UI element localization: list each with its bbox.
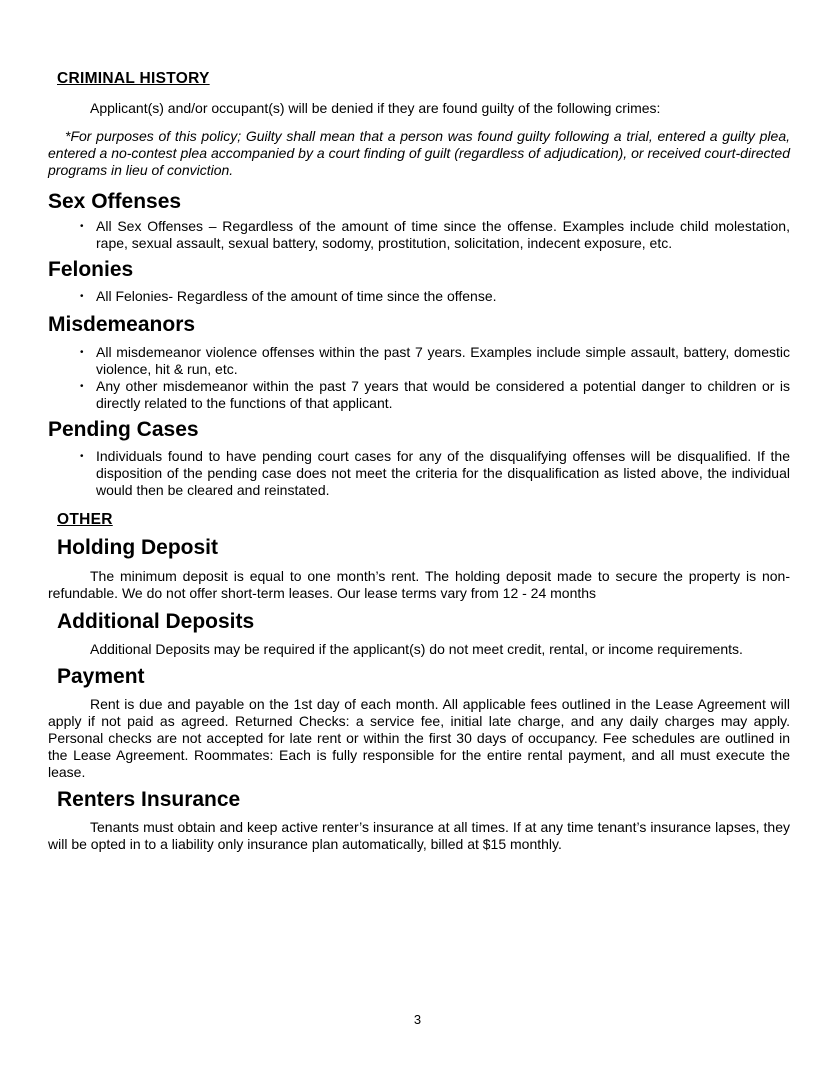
bullet-item: • Individuals found to have pending court cases for any of the disqualifying offenses will be disqualified. If the disposition of the pending case does not meet the criteria for the disqualification as listed above, the individual would then be cleared and reinstated.	[96, 448, 790, 499]
holding-deposit-paragraph: The minimum deposit is equal to one month’s rent. The holding deposit made to secure the property is non- refundable. We do not offer short-term leases. Our lease terms vary from 12 - 24 months	[48, 568, 790, 601]
sex-offenses-list	[48, 218, 790, 252]
sub-heading-additional-deposits: Additional Deposits	[57, 610, 255, 633]
criminal-history-intro: Applicant(s) and/or occupant(s) will be denied if they are found guilty of the following crimes:	[90, 100, 661, 116]
additional-deposits-paragraph: Additional Deposits may be required if the applicant(s) do not meet credit, rental, or income requirements.	[90, 641, 743, 657]
section-heading-sex-offenses: Sex Offenses	[48, 190, 182, 213]
bullet-item: • All Felonies- Regardless of the amount of time since the offense.	[96, 288, 790, 305]
section-heading-misdemeanors: Misdemeanors	[48, 313, 196, 336]
sub-heading-renters-insurance: Renters Insurance	[57, 788, 241, 811]
payment-paragraph: Rent is due and payable on the 1st day of each month. All applicable fees outlined in the Lease Agreement will apply if not paid as agreed. Returned Checks: a service fee, initial late charge, and any daily charges may apply. Personal checks are not accepted for late rent or within the first 30 days of occupancy. Fee schedules are outlined in the Lease Agreement. Roommates: Each is fully responsible for the entire rental payment, and all must execute the lease.	[48, 696, 790, 780]
policy-definition-note: *For purposes of this policy; Guilty shall mean that a person was found guilty following a trial, entered a guilty plea, entered a no-contest plea accompanied by a court finding of guilt (regardless of adjudication), or received court-directed programs in lieu of conviction.	[48, 128, 790, 178]
felonies-list	[48, 288, 790, 305]
sub-heading-payment: Payment	[57, 665, 145, 688]
pending-cases-list	[48, 448, 790, 499]
sub-heading-holding-deposit: Holding Deposit	[57, 536, 218, 559]
misdemeanors-list	[48, 344, 790, 412]
page-number: 3	[413, 1012, 422, 1027]
other-title: OTHER	[57, 511, 113, 528]
criminal-history-title: CRIMINAL HISTORY	[57, 70, 210, 87]
section-heading-pending-cases: Pending Cases	[48, 418, 199, 441]
bullet-item: • All Sex Offenses – Regardless of the amount of time since the offense. Examples include child molestation, rape, sexual assault, sexual battery, sodomy, prostitution, solicitation, indecent exposure, etc.	[96, 218, 790, 252]
bullet-item: • Any other misdemeanor within the past 7 years that would be considered a potential danger to children or is directly related to the functions of that applicant.	[96, 378, 790, 412]
renters-insurance-paragraph: Tenants must obtain and keep active renter’s insurance at all times. If at any time tenant’s insurance lapses, they will be opted in to a liability only insurance plan automatically, billed at $15 monthly.	[48, 819, 790, 852]
bullet-item: • All misdemeanor violence offenses within the past 7 years. Examples include simple assault, battery, domestic violence, hit & run, etc.	[96, 344, 790, 378]
section-heading-felonies: Felonies	[48, 258, 134, 281]
